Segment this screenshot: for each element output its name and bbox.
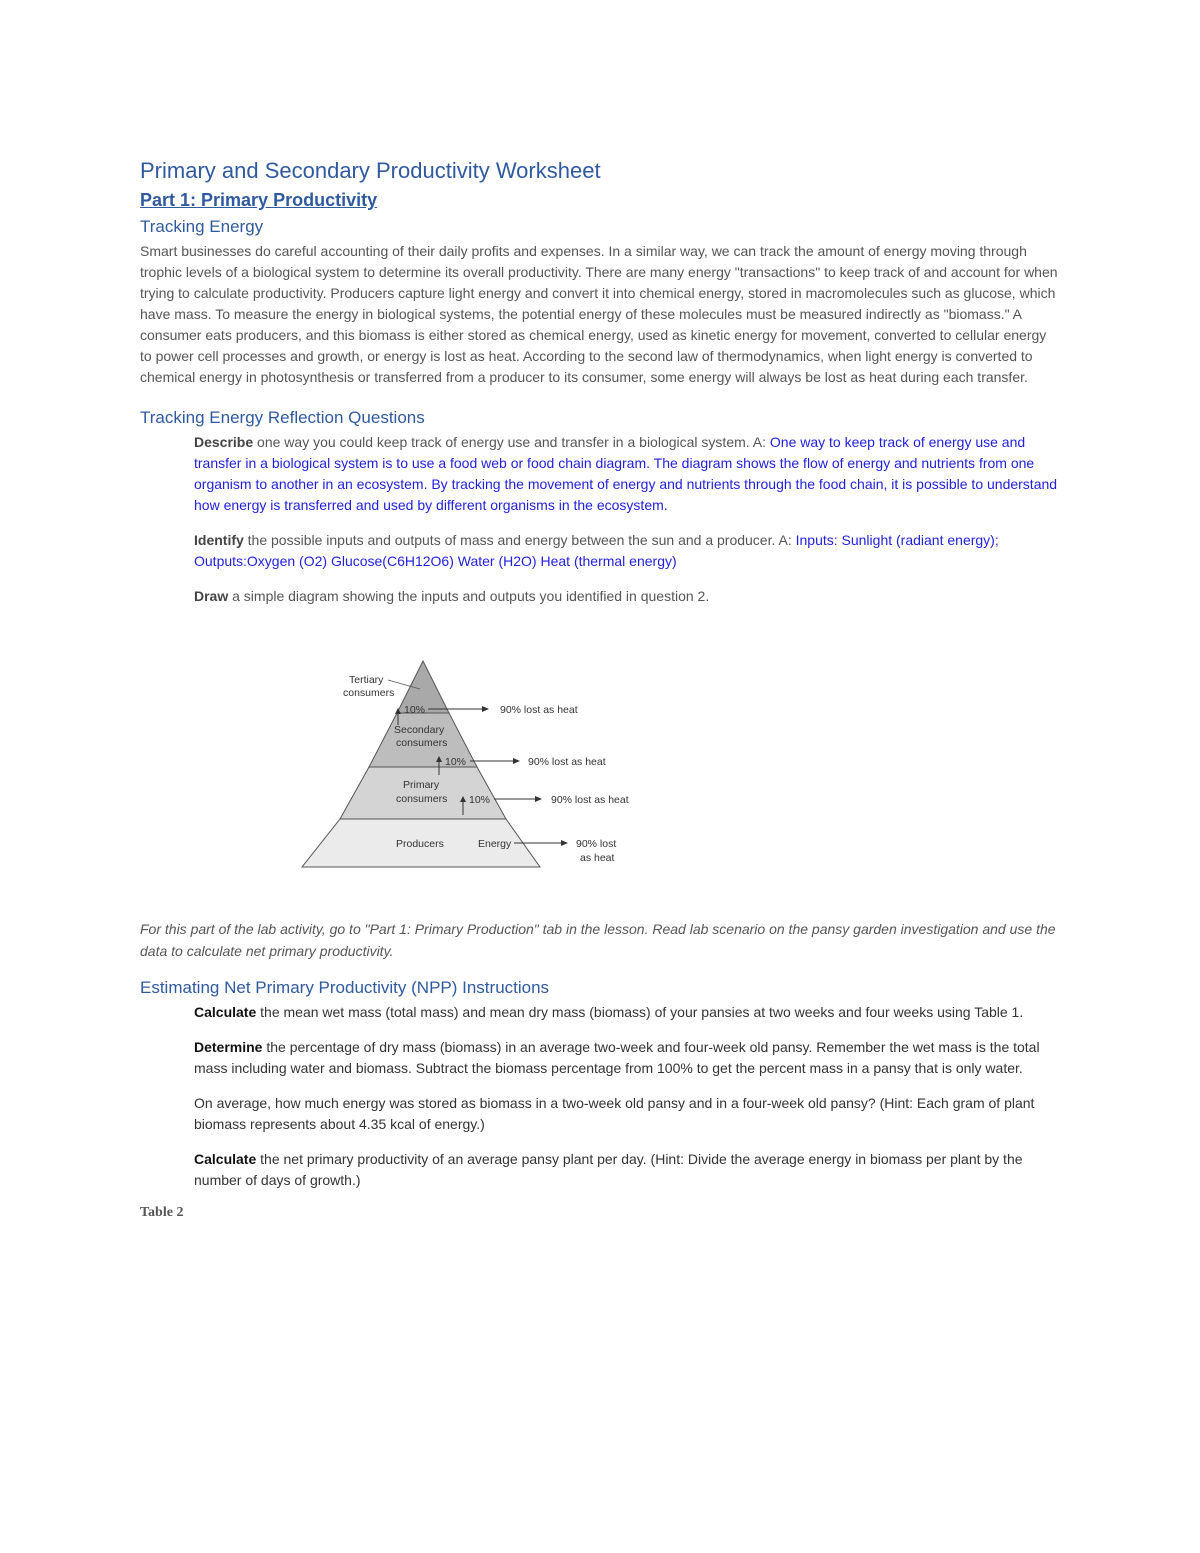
arrowhead: [513, 758, 520, 764]
question-text: one way you could keep track of energy use and transfer in a biological system. A:: [253, 434, 770, 450]
question-verb: Draw: [194, 588, 229, 604]
heat-loss-label: 90% lost as heat: [500, 704, 578, 716]
heat-loss-label-1: 90% lost: [576, 838, 617, 850]
instruction-verb: Calculate: [194, 1151, 257, 1167]
instruction-verb: Determine: [194, 1039, 263, 1055]
instruction-energy-stored: [194, 1093, 1060, 1135]
instruction-text: On average, how much energy was stored as biomass in a two-week old pansy and in a four-week old pansy? (Hint: Each gram of plant biomass represents about 4.35 kcal of energy.): [194, 1095, 1035, 1132]
energy-pyramid-diagram: [218, 657, 648, 887]
tracking-energy-heading: Tracking Energy: [140, 217, 264, 236]
question-describe: [194, 432, 1060, 516]
percent-label: 10%: [445, 756, 467, 768]
question-verb: Identify: [194, 532, 244, 548]
npp-heading: Estimating Net Primary Productivity (NPP) Instructions: [140, 978, 550, 997]
instruction-calculate-npp: [194, 1149, 1060, 1191]
tracking-energy-paragraph: Smart businesses do careful accounting of their daily profits and expenses. In a similar way, we can track the amount of energy moving through trophic levels of a biological system to determine its overall productivity. There are many energy "transactions" to keep track of and account for when trying to calculate productivity. Producers capture light energy and convert it into chemical energy, stored in macromolecules such as glucose, which have mass. To measure the energy in biological systems, the potential energy of these molecules must be measured indirectly as "biomass." A consumer eats producers, and this biomass is either stored as chemical energy, used as kinetic energy for movement, converted to cellular energy to power cell processes and growth, or energy is lost as heat. According to the second law of thermodynamics, when light energy is converted to chemical energy in photosynthesis or transferred from a producer to its consumer, some energy will always be lost as heat during each transfer.: [140, 243, 1058, 385]
tertiary-label-2: consumers: [343, 687, 395, 699]
table-caption: Table 2: [140, 1205, 184, 1220]
instruction-text: the net primary productivity of an average pansy plant per day. (Hint: Divide the average energy in biomass per plant by the number of days of growth.): [194, 1151, 1023, 1188]
question-verb: Describe: [194, 434, 254, 450]
secondary-label-2: consumers: [396, 737, 448, 749]
secondary-label-1: Secondary: [394, 724, 445, 736]
part1-heading: Part 1: Primary Productivity: [140, 190, 378, 210]
instruction-determine-percentage: [194, 1037, 1060, 1079]
arrowhead: [482, 706, 489, 712]
question-draw: [194, 586, 1060, 607]
document-title: Primary and Secondary Productivity Worksheet: [140, 158, 601, 183]
answer-text: One way to keep track of energy use and transfer in a biological system is to use a food web or food chain diagram. The diagram shows the flow of energy and nutrients from one organism to another in an ecosystem. By tracking the movement of energy and nutrients through the food chain, it is possible to understand how energy is transferred and used by different organisms in the ecosystem.: [194, 434, 1058, 513]
heat-loss-label: 90% lost as heat: [551, 794, 629, 806]
answer-text: Inputs: Sunlight (radiant energy); Outputs:Oxygen (O2) Glucose(C6H12O6) Water (H2O) Heat (thermal energy): [194, 532, 999, 569]
reflection-heading: Tracking Energy Reflection Questions: [140, 408, 425, 427]
instruction-calculate-mass: [194, 1002, 1060, 1023]
instruction-text: the percentage of dry mass (biomass) in an average two-week and four-week old pansy. Remember the wet mass is the total mass including water and biomass. Subtract the biomass percentage from 100% to get the percent mass in a pansy that is only water.: [194, 1039, 1040, 1076]
heat-loss-label: 90% lost as heat: [528, 756, 606, 768]
percent-label: 10%: [469, 794, 491, 806]
instruction-verb: Calculate: [194, 1004, 257, 1020]
producers-label: Producers: [396, 838, 444, 850]
energy-label: Energy: [478, 838, 512, 850]
lab-instruction-note: For this part of the lab activity, go to "Part 1: Primary Production" tab in the lesson. Read lab scenario on the pansy garden investigation and use the data to calculate net primary productivity.: [140, 921, 1056, 959]
question-identify: [194, 530, 1060, 572]
question-text: the possible inputs and outputs of mass and energy between the sun and a producer. A:: [243, 532, 796, 548]
percent-label: 10%: [404, 704, 426, 716]
arrowhead: [561, 840, 568, 846]
arrowhead: [535, 796, 542, 802]
tertiary-label-1: Tertiary: [349, 674, 384, 686]
heat-loss-label-2: as heat: [580, 852, 615, 864]
worksheet-page: [140, 158, 1060, 1221]
primary-label-1: Primary: [403, 779, 440, 791]
primary-label-2: consumers: [396, 793, 448, 805]
instruction-text: the mean wet mass (total mass) and mean dry mass (biomass) of your pansies at two weeks and four weeks using Table 1.: [256, 1004, 1024, 1020]
question-text: a simple diagram showing the inputs and outputs you identified in question 2.: [228, 588, 710, 604]
